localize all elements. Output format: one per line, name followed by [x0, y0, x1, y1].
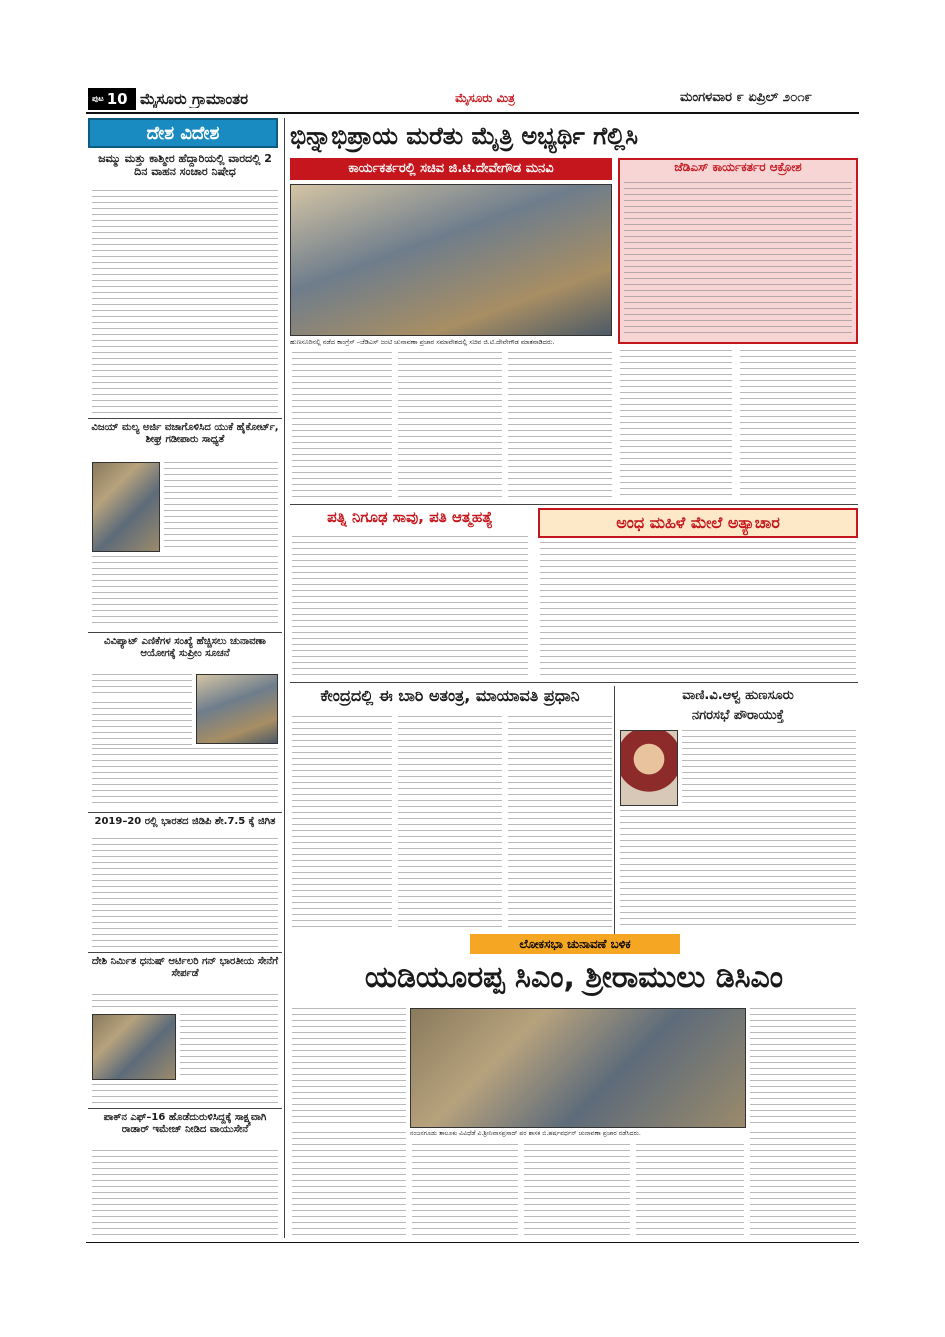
story-mallya-headline: ವಿಜಯ್ ಮಲ್ಯ ಅರ್ಜಿ ವಜಾಗೊಳಿಸಿದ ಯುಕೆ ಹೈಕೋರ್ಟ್, ಶೀಘ್ರ ಗಡೀಪಾರು ಸಾಧ್ಯತೆ: [91, 422, 279, 445]
story-gdp-body: [92, 838, 278, 948]
story-divider: [290, 504, 858, 505]
bottom-story-col3b: [636, 1144, 744, 1236]
story-mallya-body-right: [164, 462, 278, 552]
rally-photo-caption: ಹುಣಸೂರಿನಲ್ಲಿ ನಡೆದ ಕಾಂಗ್ರೆಸ್ –ಜೆಡಿಎಸ್ ಜಂಟಿ ಚುನಾವಣಾ ಪ್ರಚಾರ ಸಮಾವೇಶದಲ್ಲಿ ಸಚಿವ ಜಿ.ಟಿ.ದೇವೇಗೌಡ ಮಾತನಾಡಿದರು.: [290, 338, 555, 346]
story-vani-body: [620, 810, 856, 930]
subhead-banner: ಕಾರ್ಯಕರ್ತರಲ್ಲಿ ಸಚಿವ ಜಿ.ಟಿ.ದೇವೇಗೌಡ ಮನವಿ: [290, 158, 612, 180]
story-vvpat-headline: ವಿವಿಪ್ಯಾಟ್ ಎಣಿಕೆಗಳ ಸಂಖ್ಯೆ ಹೆಚ್ಚಿಸಲು ಚುನಾವಣಾ ಆಯೋಗಕ್ಕೆ ಸುಪ್ರೀಂ ಸೂಚನೆ: [104, 636, 266, 659]
story-f16-body: [92, 1150, 278, 1236]
section-label-desh-videsh: ದೇಶ ವಿದೇಶ: [88, 118, 278, 148]
footer-rule: [86, 1242, 859, 1243]
bottom-story-col1: [292, 1008, 406, 1128]
story-vvpat-body-left: [92, 702, 192, 746]
story-divider: [88, 1108, 282, 1109]
story-murder-headline: ಪತ್ನಿ ನಿಗೂಢ ಸಾವು, ಪತಿ ಆತ್ಮಹತ್ಯೆ: [327, 508, 493, 526]
rally-photo: [290, 184, 612, 336]
jds-box-body: [624, 182, 852, 338]
right-story-col1: [620, 350, 732, 498]
story-vani-headline-line1: ವಾಣಿ.ವಿ.ಆಳ್ವ ಹುಣಸೂರು: [682, 688, 794, 703]
story-divider: [290, 682, 858, 683]
header-rule: [86, 112, 859, 114]
masthead-logo: ಮೈಸೂರು ಮಿತ್ರ: [455, 91, 515, 105]
story-blind-body: [540, 542, 856, 678]
dhanush-gun-photo: [92, 1014, 176, 1080]
bottom-story-col2: [412, 1144, 518, 1236]
vijay-mallya-photo: [92, 462, 160, 552]
story-center-col2: [398, 716, 502, 930]
story-dhanush-body-top: [92, 994, 278, 1010]
vvpat-machine-photo: [196, 674, 278, 744]
story-mallya-body: [92, 556, 278, 628]
page-number: 10: [106, 90, 128, 108]
story-vani-body-right: [682, 730, 856, 806]
main-story-col2: [398, 352, 502, 498]
vani-portrait-photo: [620, 730, 678, 806]
main-story-col3: [508, 352, 612, 498]
story-jammu-body: [92, 190, 278, 415]
issue-date: ಮಂಗಳವಾರ ೯ ಏಪ್ರಿಲ್ ೨೦೧೯: [680, 90, 812, 105]
yeddyurappa-headline: ಯಡಿಯೂರಪ್ಪ ಸಿಎಂ, ಶ್ರೀರಾಮುಲು ಡಿಸಿಎಂ: [364, 960, 784, 995]
bottom-story-col4b: [750, 1132, 856, 1236]
story-vani-headline-line2: ನಗರಸಭೆ ಪೌರಾಯುಕ್ತೆ: [691, 708, 785, 723]
story-divider: [88, 812, 282, 813]
page-label: ಪುಟ: [92, 94, 104, 103]
story-center-headline: ಕೇಂದ್ರದಲ್ಲಿ ಈ ಬಾರಿ ಅತಂತ್ರ, ಮಾಯಾವತಿ ಪ್ರಧಾನಿ: [320, 686, 580, 705]
story-f16-headline: ಪಾಕ್‌ನ ಎಫ್–16 ಹೊಡೆದುರುಳಿಸಿದ್ದಕ್ಕೆ ಸಾಕ್ಷ್ಯವಾಗಿ ರಾಡಾರ್ ಇಮೇಜ್ ನೀಡಿದ ವಾಯುಸೇನೆ: [103, 1112, 267, 1135]
story-center-col3: [508, 716, 612, 930]
main-headline: ಭಿನ್ನಾಭಿಪ್ರಾಯ ಮರೆತು ಮೈತ್ರಿ ಅಭ್ಯರ್ಥಿ ಗೆಲ್ಲಿಸಿ: [290, 122, 639, 150]
section-title: ಮೈಸೂರು ಗ್ರಾಮಾಂತರ: [140, 90, 249, 108]
page-number-badge: [88, 88, 136, 110]
story-vvpat-body-top: [92, 674, 192, 698]
campaign-photo: [410, 1008, 746, 1128]
story-divider: [88, 632, 282, 633]
main-story-col1: [292, 352, 392, 498]
story-dhanush-headline: ದೇಶಿ ನಿರ್ಮಿತ ಧನುಷ್ ಆರ್ಟಿಲರಿ ಗನ್ ಭಾರತೀಯ ಸೇನೆಗೆ ಸೇರ್ಪಡೆ: [91, 956, 279, 979]
story-gdp-headline: 2019–20 ರಲ್ಲಿ ಭಾರತದ ಜಿಡಿಪಿ ಶೇ.7.5 ಕ್ಕೆ ಜಿಗಿತ: [94, 816, 276, 827]
column-divider: [284, 118, 285, 1238]
right-story-col2: [740, 350, 856, 498]
story-dhanush-body-right: [180, 1014, 278, 1080]
campaign-photo-caption: ನಂಜನಗೂಡು ತಾಲೂಕು ವಿವಿಧೆಡೆ ವಿ.ಶ್ರೀನಿವಾಸಪ್ರಸಾದ್ ಪರ ಶಾಸಕ ಬಿ.ಹರ್ಷವರ್ಧನ್ ಚುನಾವಣಾ ಪ್ರಚಾರ ನಡೆಸಿದರು.: [410, 1130, 641, 1137]
story-murder-body: [292, 536, 528, 678]
story-blind-headline: ಅಂಧ ಮಹಿಳೆ ಮೇಲೆ ಅತ್ಯಾಚಾರ: [538, 508, 858, 538]
story-dhanush-body: [92, 1084, 278, 1104]
lok-sabha-banner: ಲೋಕಸಭಾ ಚುನಾವಣೆ ಬಳಿಕ: [470, 934, 680, 954]
story-jammu-headline: ಜಮ್ಮು ಮತ್ತು ಕಾಶ್ಮೀರ ಹೆದ್ದಾರಿಯಲ್ಲಿ ವಾರದಲ್ಲಿ 2 ದಿನ ವಾಹನ ಸಂಚಾರ ನಿಷೇಧ: [98, 152, 272, 179]
story-vvpat-body: [92, 748, 278, 808]
column-divider: [614, 686, 615, 936]
bottom-story-col1b: [292, 1132, 406, 1236]
story-divider: [88, 418, 282, 419]
story-center-col1: [292, 716, 392, 930]
bottom-story-col3: [524, 1144, 630, 1236]
bottom-story-col4: [750, 1008, 856, 1128]
story-divider: [88, 952, 282, 953]
jds-box-title: ಜೆಡಿಎಸ್ ಕಾರ್ಯಕರ್ತರ ಆಕ್ರೋಶ: [674, 160, 802, 174]
